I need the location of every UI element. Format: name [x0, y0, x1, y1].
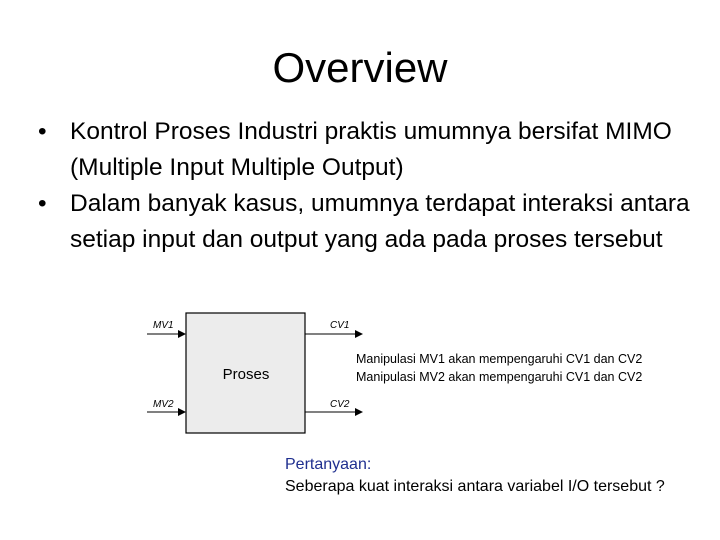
- question-label: Pertanyaan:: [285, 456, 372, 473]
- input-label-mv1: MV1: [153, 320, 174, 331]
- bullet-item: • Kontrol Proses Industri praktis umumnya bersifat MIMO (Multiple Input Multiple Output): [38, 114, 698, 186]
- output-label-cv2: CV2: [330, 399, 350, 410]
- note-line-mv2: Manipulasi MV2 akan mempengaruhi CV1 dan CV2: [356, 370, 643, 384]
- output-label-cv1: CV1: [330, 320, 350, 331]
- bullet-item: • Dalam banyak kasus, umumnya terdapat interaksi antara setiap input dan output yang ada pada proses tersebut: [38, 186, 698, 258]
- input-label-mv2: MV2: [153, 399, 174, 410]
- slide-title: Overview: [272, 44, 448, 91]
- question-text: Seberapa kuat interaksi antara variabel I/O tersebut ?: [285, 478, 665, 495]
- question-block: [285, 454, 665, 498]
- interaction-notes: [356, 350, 642, 386]
- note-line-mv1: Manipulasi MV1 akan mempengaruhi CV1 dan CV2: [356, 352, 643, 366]
- process-block-label: Proses: [222, 366, 270, 383]
